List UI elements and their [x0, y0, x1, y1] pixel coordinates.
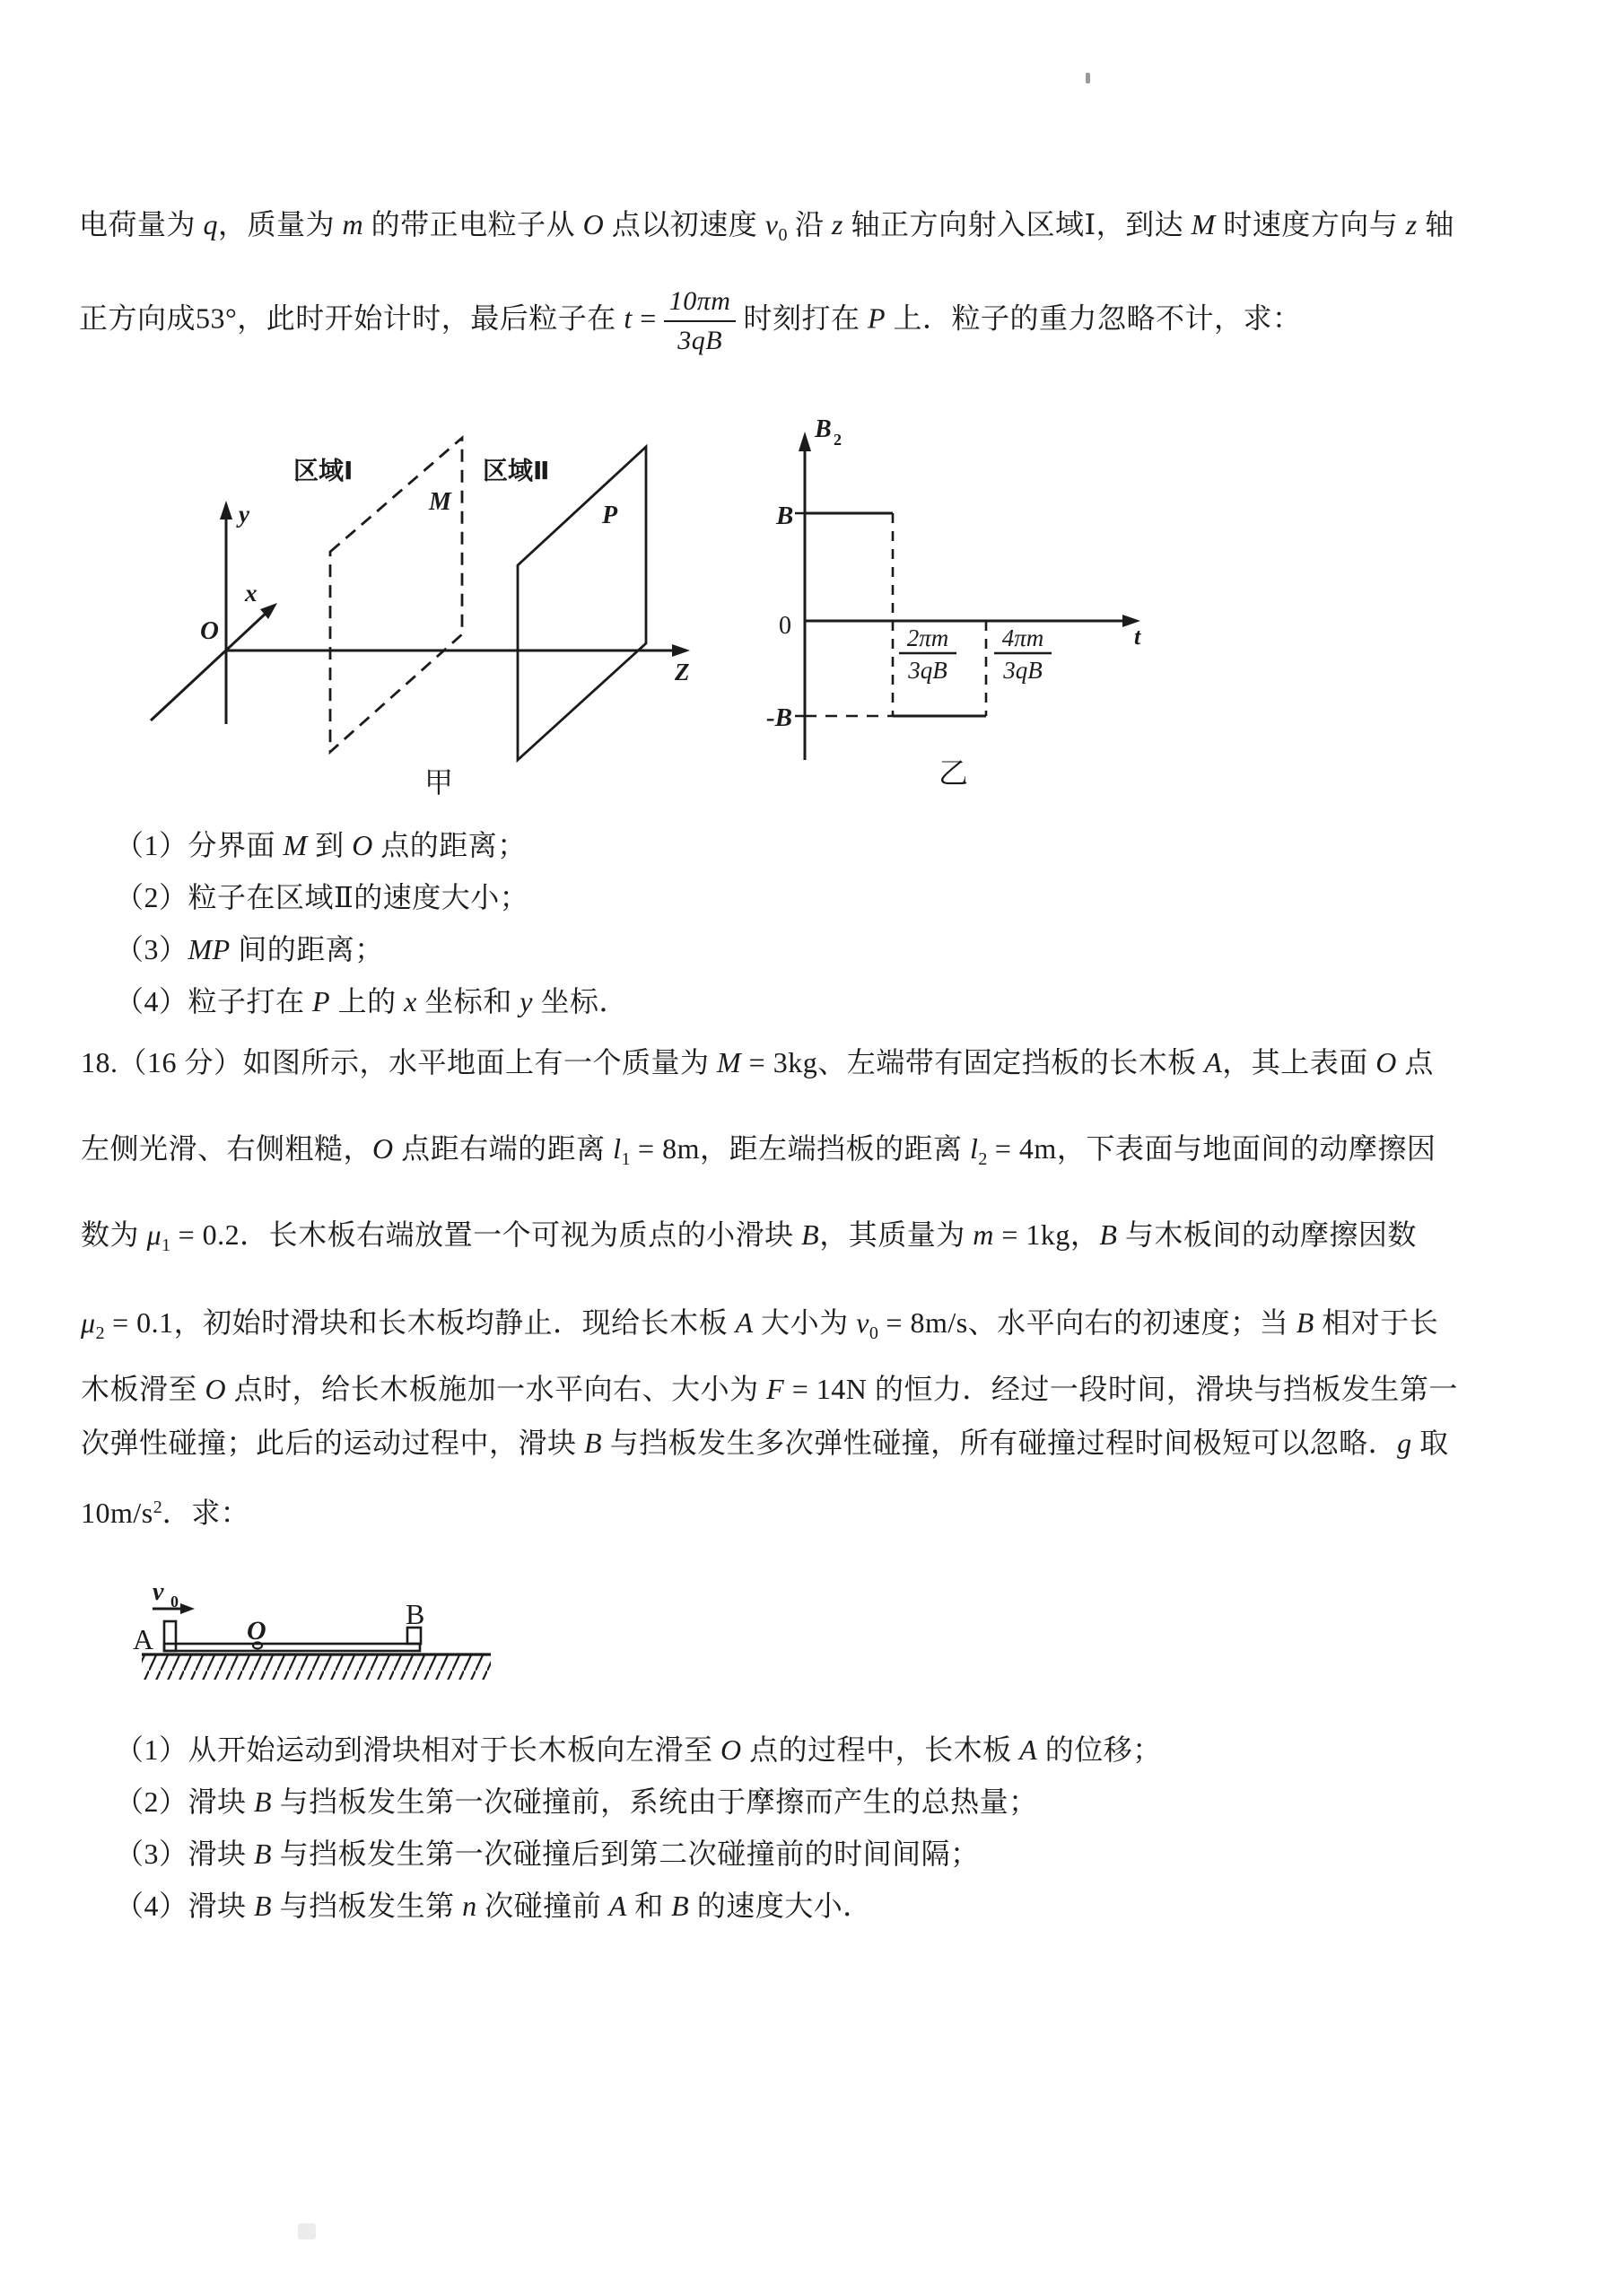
- p18-question-3: （3）滑块 B 与挡板发生第一次碰撞后到第二次碰撞前的时间间隔；: [115, 1838, 980, 1870]
- negb-level-label: -B: [766, 703, 792, 732]
- p18-paragraph-line-1: 18.（16 分）如图所示，水平地面上有一个质量为 M = 3kg、左端带有固定挡板的长木板 A，其上表面 O 点: [81, 1046, 1434, 1078]
- board-a-label: A: [133, 1623, 154, 1655]
- plane-m-dashed: [330, 438, 462, 752]
- p17-question-1: （1）分界面 M 到 O 点的距离；: [115, 829, 527, 861]
- figure-jia-caption: 甲: [424, 766, 454, 799]
- graph-axes: [795, 432, 1140, 760]
- p17-question-2: （2）粒子在区域Ⅱ的速度大小；: [115, 881, 529, 913]
- y-axis-label: y: [239, 501, 249, 528]
- figure-board-block-diagram: [126, 1570, 511, 1691]
- region-1-label: 区域Ⅰ: [293, 457, 354, 485]
- origin-label: O: [200, 616, 219, 645]
- p18-paragraph-line-7: $10m/s^2$．求：: [81, 1497, 250, 1529]
- frac1-denominator: 3qB: [908, 657, 947, 684]
- block-b-label: B: [406, 1598, 425, 1630]
- v0-label-main: v: [153, 1578, 164, 1606]
- plane-p-label: P: [602, 502, 618, 529]
- p18-question-2: （2）滑块 B 与挡板发生第一次碰撞前，系统由于摩擦而产生的总热量；: [115, 1785, 1038, 1818]
- p17-paragraph-line-1: 电荷量为 q，质量为 m 的带正电粒子从 O 点以初速度 $v_0$ 沿 z 轴正方向射入区域Ⅰ，到达 M 时速度方向与 z 轴: [79, 208, 1454, 245]
- region-2-label: 区域Ⅱ: [483, 457, 550, 485]
- t-axis-label: t: [1134, 624, 1141, 650]
- step-curve: [805, 513, 986, 716]
- x-axis-label: x: [245, 580, 258, 607]
- plane-m-label: M: [429, 488, 451, 516]
- left-baffle: [164, 1621, 176, 1651]
- b-level-label: B: [776, 502, 794, 530]
- b2-axis-label-sub: 2: [834, 431, 842, 449]
- axes: [151, 501, 690, 724]
- scan-artifact-mark: [298, 2223, 316, 2239]
- time-label-frac1: [899, 624, 956, 684]
- point-o-label: O: [247, 1616, 266, 1646]
- z-axis-arrowhead: [672, 644, 690, 657]
- long-board: [164, 1644, 420, 1651]
- p17-paragraph-line-2: 正方向成53°，此时开始计时，最后粒子在 t = $\frac{10\pi m}{3qB}$ 时刻打在 P 上．粒子的重力忽略不计，求：: [79, 286, 1302, 355]
- p18-paragraph-line-5: 木板滑至 O 点时，给长木板施加一水平向右、大小为 F = 14N 的恒力．经过一段时间，滑块与挡板发生第一: [81, 1373, 1458, 1405]
- time-label-frac2: [994, 624, 1052, 684]
- figure-yi-b2-t-graph: [763, 404, 1162, 799]
- plane-p-solid: [518, 447, 646, 760]
- scan-artifact-mark: [1086, 73, 1090, 83]
- v0-label-sub: 0: [170, 1593, 179, 1611]
- p18-paragraph-line-4: $\mu_2 = 0.1$，初始时滑块和长木板均静止．现给长木板 A 大小为 $v_0 = 8m/s$、水平向右的初速度；当 B 相对于长: [81, 1306, 1439, 1343]
- y-axis-arrowhead: [220, 501, 232, 519]
- p18-question-4: （4）滑块 B 与挡板发生第 n 次碰撞前 A 和 B 的速度大小．: [115, 1890, 872, 1922]
- p18-paragraph-line-6: 次弹性碰撞；此后的运动过程中，滑块 B 与挡板发生多次弹性碰撞，所有碰撞过程时间极短可以忽略．g 取: [81, 1427, 1449, 1459]
- p18-paragraph-line-3: 数为 $\mu_1 = 0.2$．长木板右端放置一个可视为质点的小滑块 B，其质量为 m = 1kg，B 与木板间的动摩擦因数: [81, 1218, 1417, 1255]
- point-o-marker: [253, 1643, 262, 1649]
- p18-question-1: （1）从开始运动到滑块相对于长木板向左滑至 O 点的过程中，长木板 A 的位移；: [115, 1733, 1162, 1766]
- p18-paragraph-line-2: 左侧光滑、右侧粗糙，O 点距右端的距离 $l_1 = 8m$，距左端挡板的距离 $l_2 = 4m$，下表面与地面间的动摩擦因: [81, 1132, 1436, 1169]
- figure-jia-3d-regions-diagram: [126, 413, 709, 812]
- figure-yi-caption: 乙: [939, 758, 968, 790]
- frac2-denominator: 3qB: [1003, 657, 1043, 684]
- zero-label: 0: [779, 612, 791, 640]
- frac2-numerator: 4πm: [1001, 624, 1044, 651]
- b2-axis-arrowhead: [799, 432, 811, 451]
- b2-axis-label-main: B: [815, 415, 832, 443]
- p17-question-3: （3）MP 间的距离；: [115, 933, 384, 965]
- ground: [142, 1654, 491, 1680]
- frac1-numerator: 2πm: [906, 624, 949, 651]
- z-axis-label: Z: [675, 659, 690, 685]
- p17-question-4: （4）粒子打在 P 上的 x 坐标和 y 坐标．: [115, 985, 629, 1017]
